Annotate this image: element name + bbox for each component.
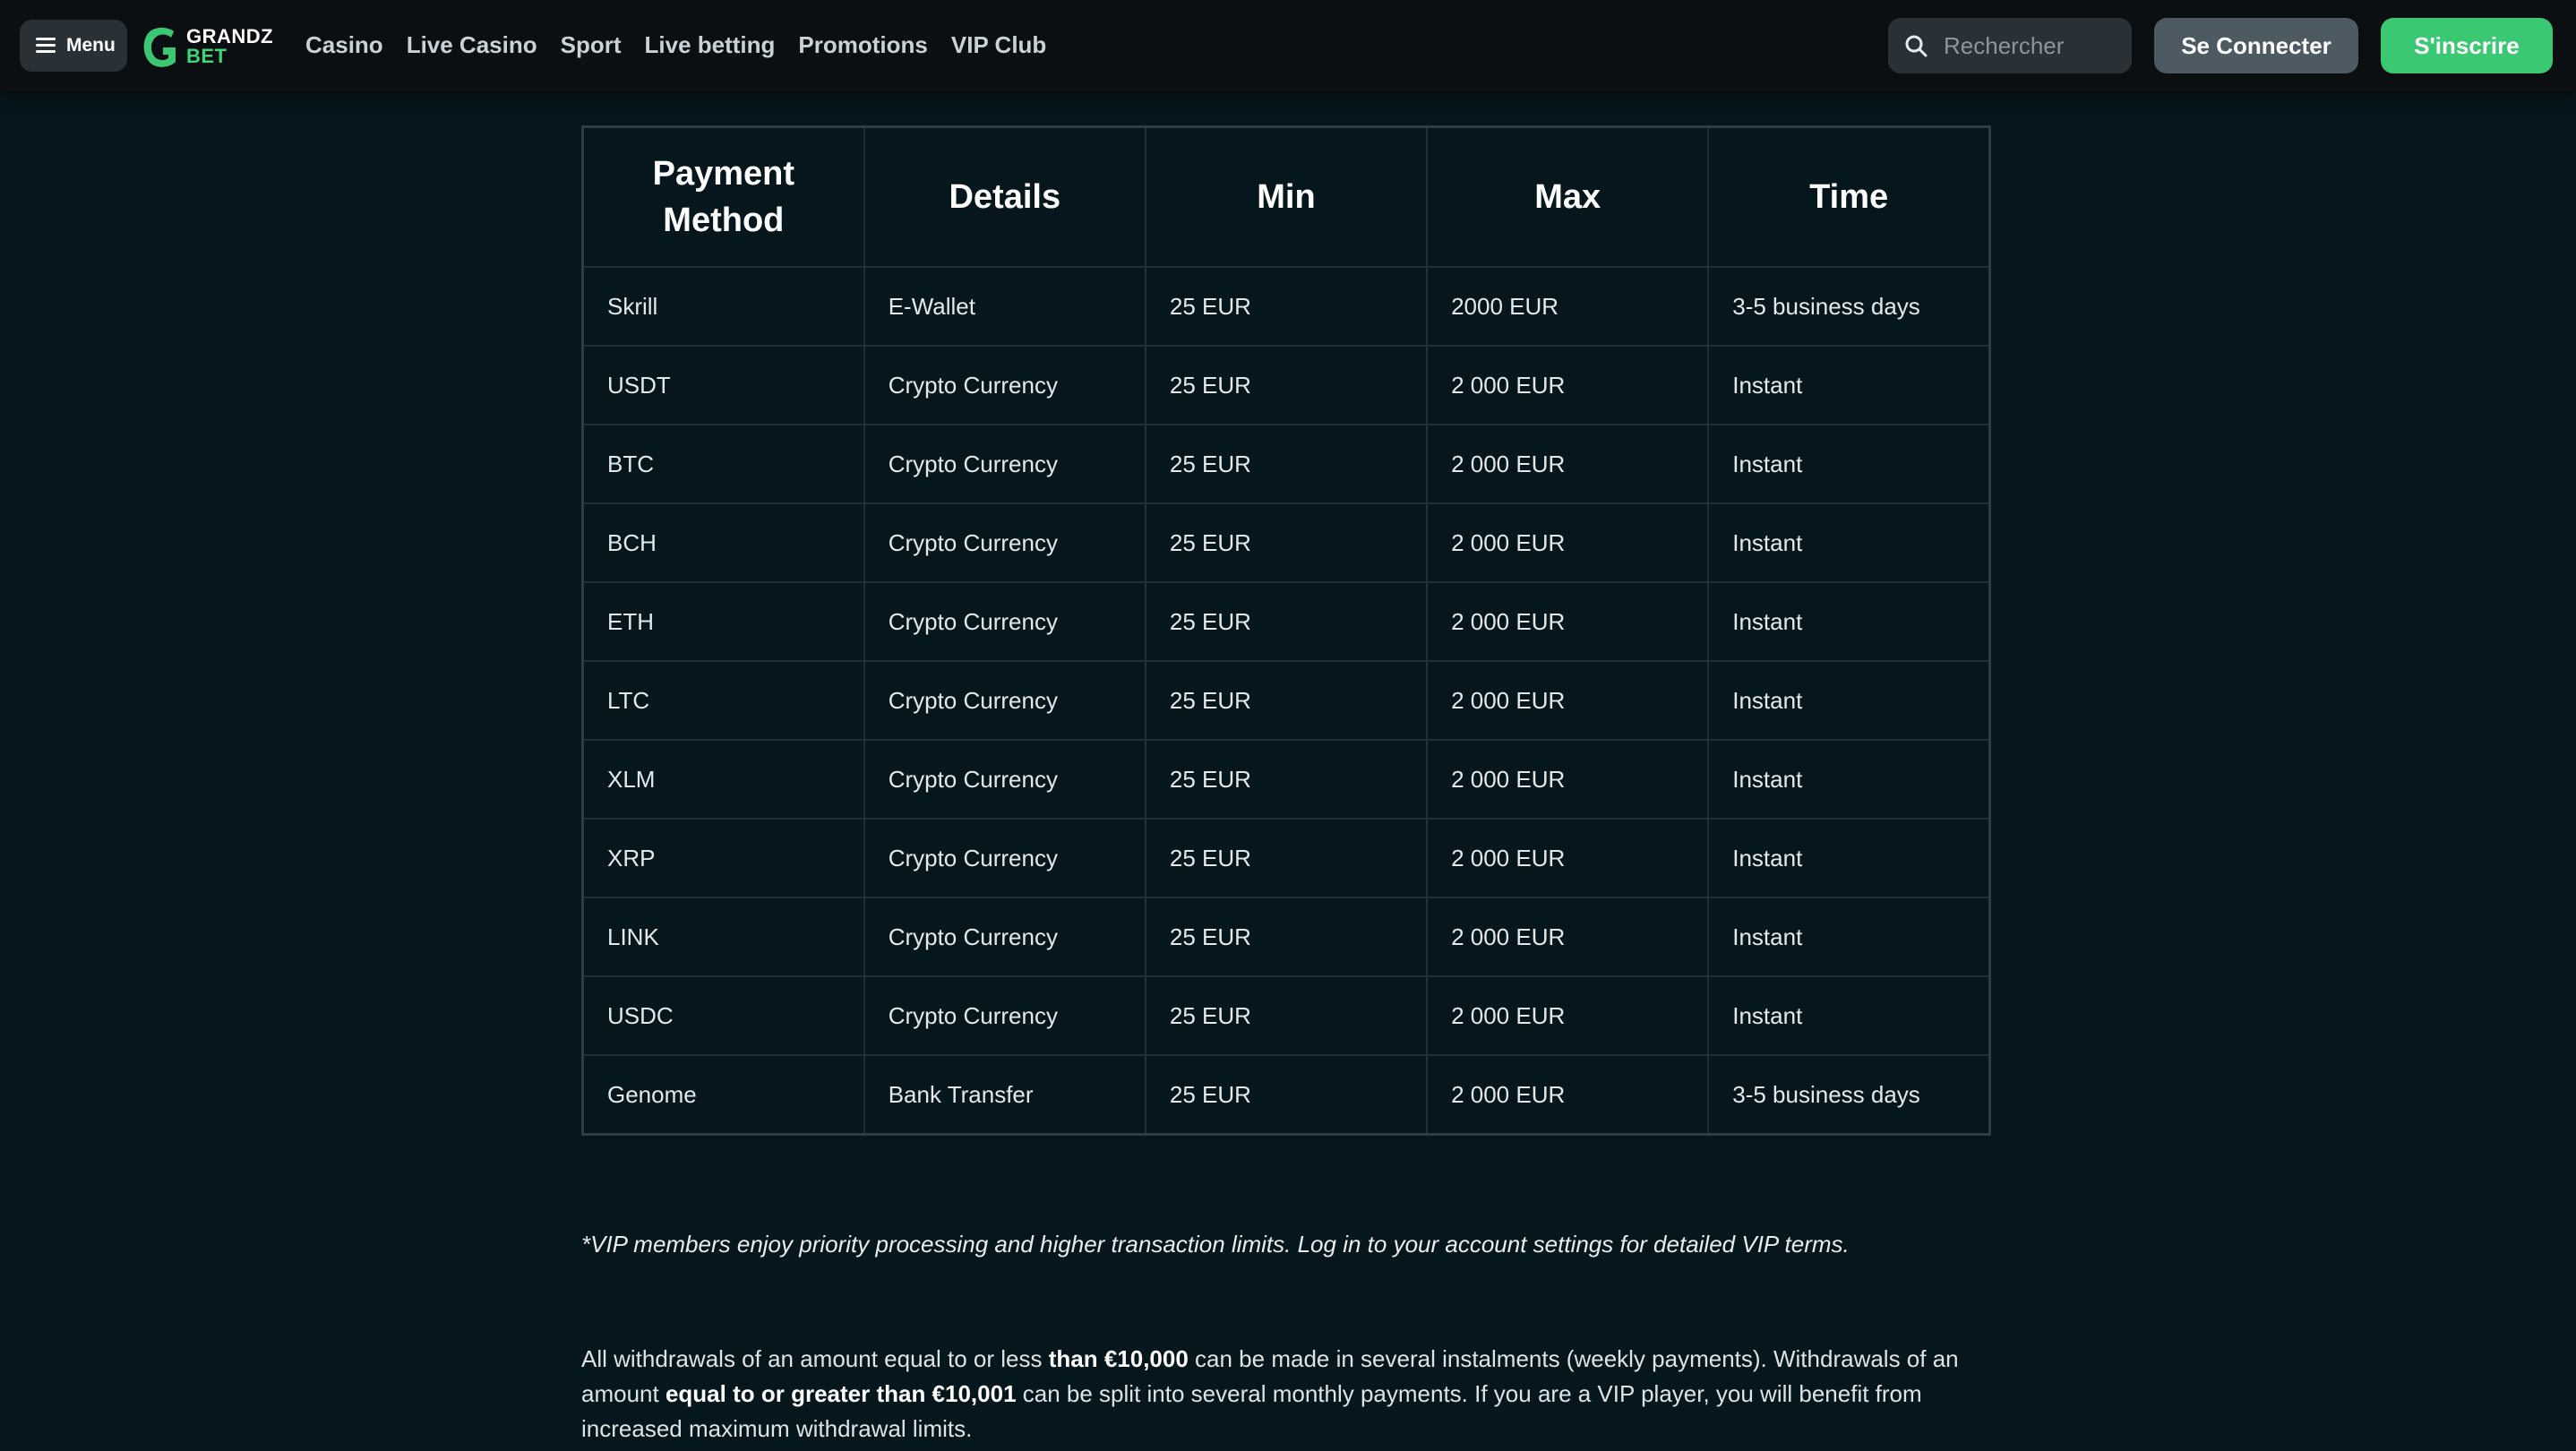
table-cell: Crypto Currency <box>864 819 1146 897</box>
table-cell: Crypto Currency <box>864 425 1146 503</box>
nav-promotions[interactable]: Promotions <box>798 31 928 58</box>
table-cell: LINK <box>583 897 864 976</box>
table-cell: Crypto Currency <box>864 740 1146 819</box>
table-cell: Instant <box>1708 582 1989 661</box>
column-header: Max <box>1427 127 1708 268</box>
table-cell: Instant <box>1708 740 1989 819</box>
table-cell: Crypto Currency <box>864 582 1146 661</box>
table-cell: Instant <box>1708 425 1989 503</box>
table-cell: 25 EUR <box>1146 582 1427 661</box>
table-row <box>583 582 1990 661</box>
login-button[interactable]: Se Connecter <box>2154 18 2358 73</box>
site-logo[interactable] <box>140 21 273 72</box>
table-cell: Crypto Currency <box>864 976 1146 1055</box>
table-cell: 2 000 EUR <box>1427 1055 1708 1135</box>
table-cell: XRP <box>583 819 864 897</box>
table-header-row <box>583 127 1990 268</box>
table-cell: 2 000 EUR <box>1427 740 1708 819</box>
table-cell: 2 000 EUR <box>1427 661 1708 740</box>
table-cell: BCH <box>583 503 864 582</box>
table-cell: XLM <box>583 740 864 819</box>
table-cell: USDC <box>583 976 864 1055</box>
table-cell: USDT <box>583 346 864 425</box>
table-cell: 25 EUR <box>1146 267 1427 346</box>
table-cell: 25 EUR <box>1146 976 1427 1055</box>
table-cell: 3-5 business days <box>1708 267 1989 346</box>
column-header: Min <box>1146 127 1427 268</box>
table-cell: Bank Transfer <box>864 1055 1146 1135</box>
table-cell: 25 EUR <box>1146 819 1427 897</box>
table-cell: 25 EUR <box>1146 503 1427 582</box>
table-cell: Crypto Currency <box>864 661 1146 740</box>
table-row <box>583 819 1990 897</box>
column-header: Time <box>1708 127 1989 268</box>
nav-live-betting[interactable]: Live betting <box>644 31 776 58</box>
table-cell: Crypto Currency <box>864 503 1146 582</box>
table-cell: Instant <box>1708 819 1989 897</box>
register-button[interactable]: S'inscrire <box>2381 18 2553 73</box>
table-cell: Instant <box>1708 346 1989 425</box>
table-row <box>583 503 1990 582</box>
main-nav <box>305 27 1046 63</box>
table-row <box>583 976 1990 1055</box>
nav-vip-club[interactable]: VIP Club <box>950 31 1047 58</box>
withdrawal-info-paragraph <box>581 1342 1991 1447</box>
table-cell: LTC <box>583 661 864 740</box>
table-row <box>583 897 1990 976</box>
logo-text-line2: BET <box>186 45 228 67</box>
paragraph-text: can be split into several monthly payments. If you are a VIP player, you will benefit from increased maximum withdrawal limits. <box>581 1380 1922 1442</box>
table-cell: Instant <box>1708 976 1989 1055</box>
table-cell: 2000 EUR <box>1427 267 1708 346</box>
column-header: Payment Method <box>583 127 864 268</box>
paragraph-bold-text: than €10,000 <box>1048 1345 1189 1372</box>
table-row <box>583 740 1990 819</box>
table-cell: 25 EUR <box>1146 1055 1427 1135</box>
menu-label: Menu <box>66 35 116 56</box>
table-cell: 2 000 EUR <box>1427 897 1708 976</box>
nav-live-casino[interactable]: Live Casino <box>406 31 537 58</box>
table-cell: Genome <box>583 1055 864 1135</box>
paragraph-bold-text: equal to or greater than €10,001 <box>665 1380 1017 1407</box>
table-body <box>583 267 1990 1135</box>
table-row <box>583 346 1990 425</box>
table-cell: Instant <box>1708 503 1989 582</box>
table-cell: ETH <box>583 582 864 661</box>
table-cell: 2 000 EUR <box>1427 503 1708 582</box>
table-cell: Crypto Currency <box>864 346 1146 425</box>
table-cell: E-Wallet <box>864 267 1146 346</box>
table-row <box>583 661 1990 740</box>
table-cell: 25 EUR <box>1146 661 1427 740</box>
table-cell: BTC <box>583 425 864 503</box>
hamburger-icon <box>36 38 56 54</box>
column-header: Details <box>864 127 1146 268</box>
table-cell: 25 EUR <box>1146 897 1427 976</box>
table-row <box>583 267 1990 346</box>
paragraph-text: All withdrawals of an amount equal to or less <box>581 1345 1049 1372</box>
table-cell: 2 000 EUR <box>1427 425 1708 503</box>
search-box[interactable] <box>1888 18 2132 73</box>
table-cell: Instant <box>1708 897 1989 976</box>
table-cell: 2 000 EUR <box>1427 976 1708 1055</box>
logo-icon <box>140 24 179 69</box>
table-cell: Instant <box>1708 661 1989 740</box>
top-navbar <box>0 0 2576 91</box>
search-input[interactable] <box>1942 31 2125 61</box>
table-cell: 2 000 EUR <box>1427 819 1708 897</box>
table-cell: Skrill <box>583 267 864 346</box>
payment-methods-table-wrapper <box>581 125 1991 1136</box>
table-row <box>583 425 1990 503</box>
nav-casino[interactable]: Casino <box>305 31 383 58</box>
menu-button[interactable] <box>20 20 127 72</box>
table-cell: 25 EUR <box>1146 346 1427 425</box>
table-cell: 2 000 EUR <box>1427 582 1708 661</box>
table-row <box>583 1055 1990 1135</box>
table-cell: 25 EUR <box>1146 425 1427 503</box>
table-cell: Crypto Currency <box>864 897 1146 976</box>
table-cell: 2 000 EUR <box>1427 346 1708 425</box>
paragraph-text: can be made in several instalments (weekly payments). Withdrawals of an amount <box>581 1345 1959 1407</box>
vip-note: *VIP members enjoy priority processing and higher transaction limits. Log in to your account settings for detailed VIP terms. <box>581 1231 1850 1258</box>
payment-methods-table <box>581 125 1991 1136</box>
nav-sport[interactable]: Sport <box>560 31 622 58</box>
table-cell: 3-5 business days <box>1708 1055 1989 1135</box>
logo-text-line1: GRANDZ <box>186 25 274 47</box>
table-cell: 25 EUR <box>1146 740 1427 819</box>
search-icon <box>1904 34 1928 57</box>
